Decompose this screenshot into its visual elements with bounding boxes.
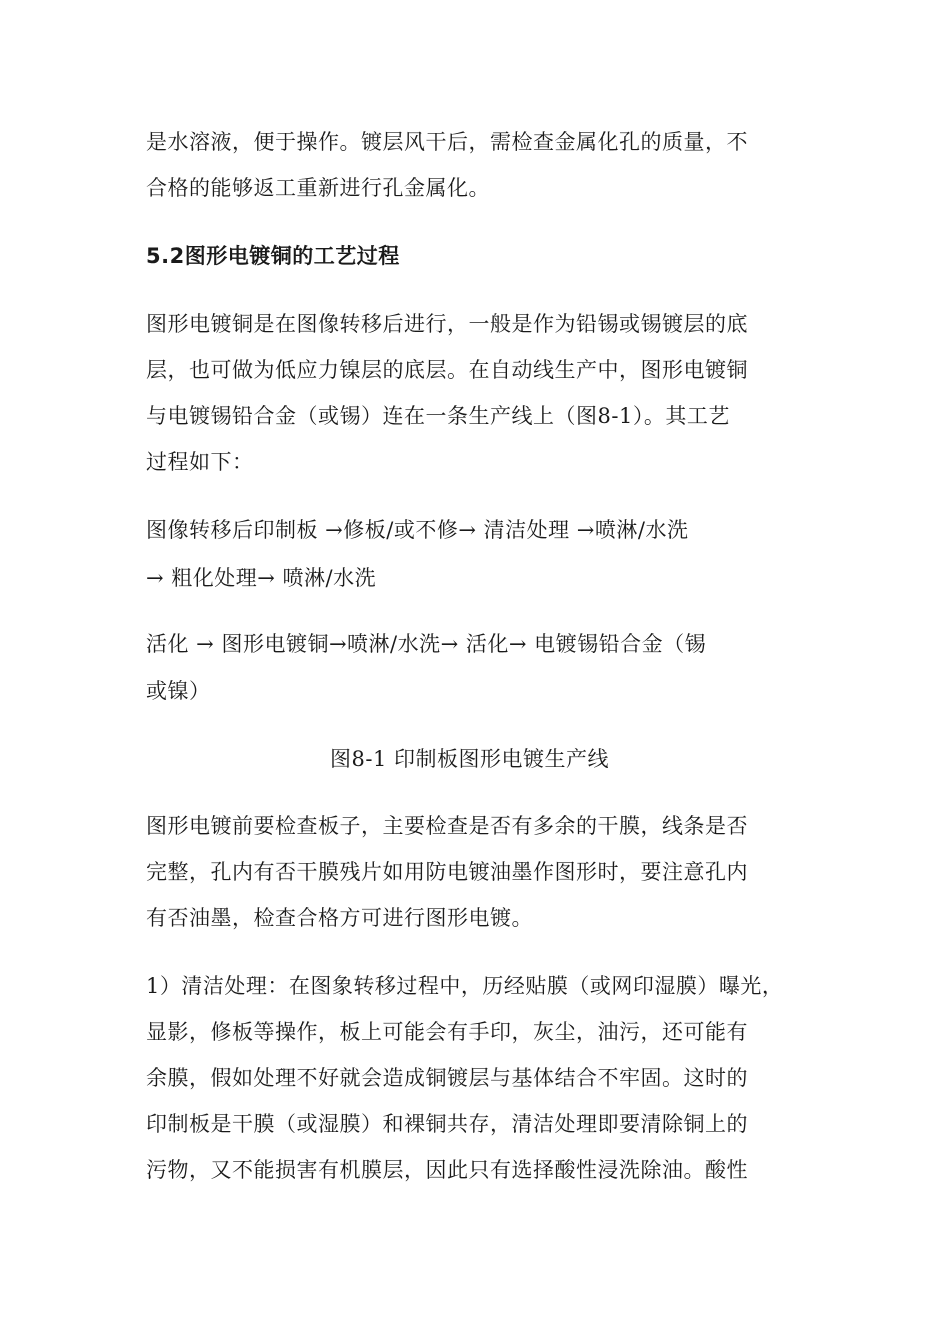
process-paragraph-line-2: 层，也可做为低应力镍层的底层。在自动线生产中，图形电镀铜 bbox=[146, 358, 748, 382]
figure-caption: 图8-1 印制板图形电镀生产线 bbox=[330, 747, 609, 771]
cleaning-line-4: 印制板是干膜（或湿膜）和裸铜共存，清洁处理即要清除铜上的 bbox=[146, 1112, 748, 1136]
cleaning-line-5: 污物，又不能损害有机膜层，因此只有选择酸性浸洗除油。酸性 bbox=[146, 1158, 748, 1182]
process-flow-line-1: 图像转移后印制板 →修板/或不修→ 清洁处理 →喷淋/水洗 bbox=[146, 518, 689, 542]
process-flow-line-3: 活化 → 图形电镀铜→喷淋/水洗→ 活化→ 电镀锡铅合金（锡 bbox=[146, 632, 707, 656]
process-paragraph-line-4: 过程如下： bbox=[146, 450, 254, 474]
cleaning-line-3: 余膜，假如处理不好就会造成铜镀层与基体结合不牢固。这时的 bbox=[146, 1066, 748, 1090]
process-paragraph-line-1: 图形电镀铜是在图像转移后进行，一般是作为铅锡或锡镀层的底 bbox=[146, 312, 748, 336]
cleaning-line-1: 1）清洁处理：在图象转移过程中，历经贴膜（或网印湿膜）曝光， bbox=[146, 974, 784, 998]
inspection-line-2: 完整，孔内有否干膜残片如用防电镀油墨作图形时，要注意孔内 bbox=[146, 860, 748, 884]
intro-line-1: 是水溶液，便于操作。镀层风干后，需检查金属化孔的质量，不 bbox=[146, 130, 748, 154]
process-flow-line-4: 或镍） bbox=[146, 679, 211, 703]
inspection-line-3: 有否油墨，检查合格方可进行图形电镀。 bbox=[146, 906, 533, 930]
intro-line-2: 合格的能够返工重新进行孔金属化。 bbox=[146, 176, 490, 200]
process-flow-line-2: → 粗化处理→ 喷淋/水洗 bbox=[146, 566, 377, 590]
section-heading: 5.2图形电镀铜的工艺过程 bbox=[146, 244, 400, 268]
cleaning-line-2: 显影，修板等操作，板上可能会有手印，灰尘，油污，还可能有 bbox=[146, 1020, 748, 1044]
inspection-line-1: 图形电镀前要检查板子，主要检查是否有多余的干膜，线条是否 bbox=[146, 814, 748, 838]
process-paragraph-line-3: 与电镀锡铅合金（或锡）连在一条生产线上（图8-1）。其工艺 bbox=[146, 404, 730, 428]
